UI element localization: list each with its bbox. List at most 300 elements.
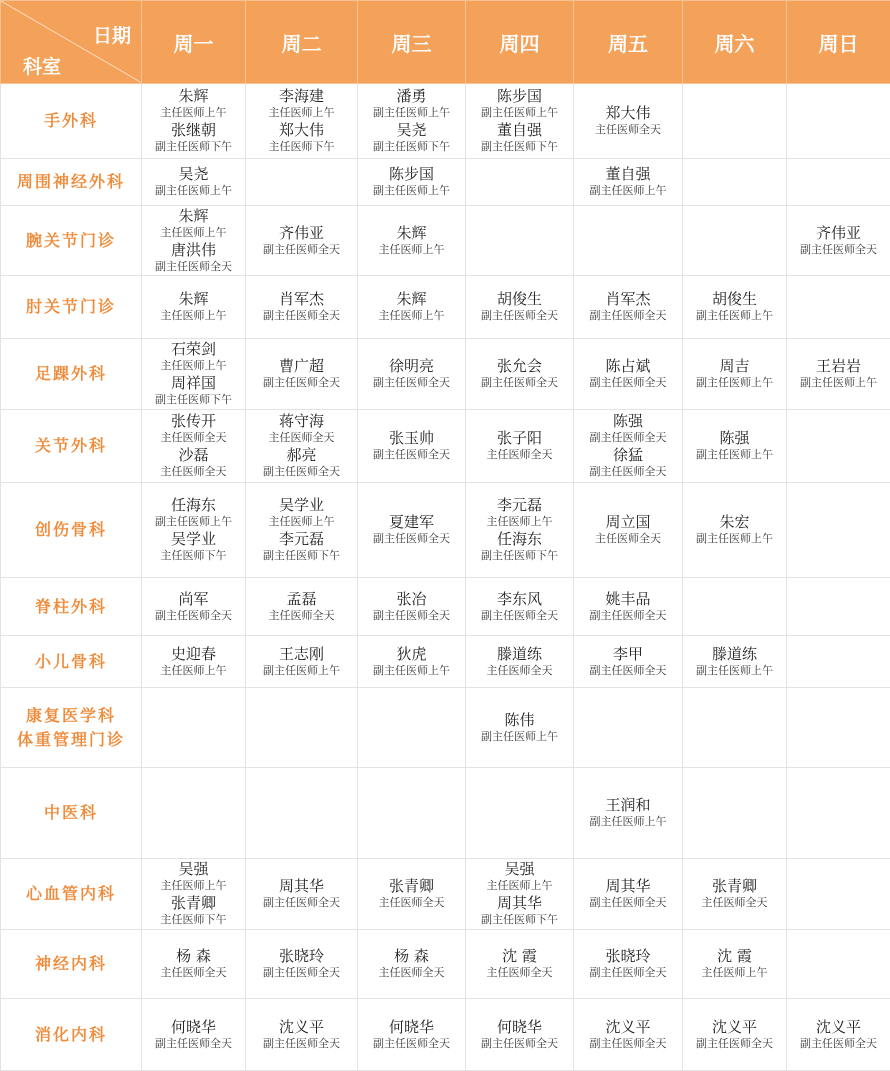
doctor-entry (683, 290, 786, 324)
doctor-entry (466, 290, 573, 324)
doctor-name: 张冶 (358, 591, 465, 608)
doctor-entry (142, 121, 245, 155)
department-name (1, 859, 142, 930)
schedule-cell (683, 636, 787, 688)
doctor-entry (574, 645, 682, 679)
doctor-entry (142, 894, 245, 928)
doctor-entry (142, 290, 245, 324)
doctor-name: 沈义平 (574, 1019, 682, 1036)
doctor-name: 朱辉 (142, 88, 245, 105)
doctor-entry (246, 496, 357, 530)
doctor-entry (142, 645, 245, 679)
doctor-title-shift: 副主任医师上午 (683, 665, 786, 678)
doctor-name: 齐伟亚 (787, 225, 890, 242)
department-label: 神经内科 (1, 952, 141, 976)
doctor-title-shift: 副主任医师全天 (358, 610, 465, 623)
doctor-title-shift: 副主任医师全天 (466, 610, 573, 623)
doctor-name: 沈义平 (683, 1019, 786, 1036)
schedule-cell (246, 578, 358, 636)
doctor-title-shift: 副主任医师全天 (142, 261, 245, 274)
doctor-name: 董自强 (466, 122, 573, 139)
doctor-entry (466, 590, 573, 624)
department-label: 关节外科 (1, 434, 141, 458)
schedule-cell (787, 159, 890, 206)
doctor-title-shift: 副主任医师上午 (246, 665, 357, 678)
doctor-entry (358, 513, 465, 547)
schedule-cell (358, 768, 466, 859)
doctor-entry (358, 357, 465, 391)
schedule-cell (246, 84, 358, 159)
doctor-name: 吴学业 (246, 497, 357, 514)
doctor-name: 李元磊 (466, 497, 573, 514)
doctor-name: 肖军杰 (574, 291, 682, 308)
schedule-cell (358, 859, 466, 930)
schedule-cell (787, 768, 890, 859)
doctor-entry (574, 796, 682, 830)
doctor-name: 董自强 (574, 166, 682, 183)
schedule-cell (787, 206, 890, 276)
doctor-entry (246, 290, 357, 324)
doctor-name: 王润和 (574, 797, 682, 814)
schedule-cell (246, 206, 358, 276)
schedule-cell (787, 636, 890, 688)
schedule-cell (358, 999, 466, 1071)
doctor-entry (574, 947, 682, 981)
department-row (1, 483, 890, 578)
doctor-title-shift: 副主任医师全天 (574, 610, 682, 623)
doctor-name: 朱辉 (142, 208, 245, 225)
doctor-name: 郑大伟 (246, 122, 357, 139)
department-label: 腕关节门诊 (1, 229, 141, 253)
doctor-entry (246, 1018, 357, 1052)
schedule-cell (574, 410, 683, 483)
schedule-cell (246, 410, 358, 483)
doctor-entry (246, 947, 357, 981)
department-label: 心血管内科 (1, 882, 141, 906)
schedule-cell (358, 339, 466, 410)
schedule-cell (683, 930, 787, 999)
department-label: 小儿骨科 (1, 650, 141, 674)
schedule-cell (574, 636, 683, 688)
doctor-name: 蒋守海 (246, 413, 357, 430)
doctor-name: 狄虎 (358, 646, 465, 663)
doctor-entry (246, 590, 357, 624)
schedule-cell (787, 859, 890, 930)
department-row (1, 578, 890, 636)
doctor-title-shift: 副主任医师全天 (787, 244, 890, 257)
doctor-title-shift: 副主任医师上午 (466, 731, 573, 744)
schedule-cell (787, 339, 890, 410)
doctor-name: 周立国 (574, 514, 682, 531)
department-row (1, 206, 890, 276)
department-row (1, 159, 890, 206)
doctor-title-shift: 主任医师上午 (142, 360, 245, 373)
doctor-name: 周其华 (574, 878, 682, 895)
department-label: 肘关节门诊 (1, 295, 141, 319)
doctor-entry (142, 241, 245, 275)
schedule-cell (787, 688, 890, 768)
doctor-title-shift: 主任医师全天 (142, 432, 245, 445)
doctor-title-shift: 副主任医师全天 (246, 967, 357, 980)
schedule-cell (683, 768, 787, 859)
doctor-name: 张玉帅 (358, 430, 465, 447)
doctor-entry (683, 357, 786, 391)
doctor-entry (142, 947, 245, 981)
doctor-entry (466, 121, 573, 155)
doctor-entry (246, 87, 357, 121)
schedule-cell (466, 999, 574, 1071)
doctor-title-shift: 主任医师全天 (358, 897, 465, 910)
doctor-title-shift: 副主任医师上午 (574, 185, 682, 198)
doctor-name: 陈强 (683, 430, 786, 447)
doctor-name: 任海东 (142, 497, 245, 514)
doctor-name: 齐伟亚 (246, 225, 357, 242)
schedule-cell (246, 930, 358, 999)
schedule-cell (246, 768, 358, 859)
schedule-cell (142, 483, 246, 578)
doctor-entry (683, 947, 786, 981)
doctor-title-shift: 副主任医师全天 (466, 377, 573, 390)
doctor-entry (466, 645, 573, 679)
doctor-entry (787, 357, 890, 391)
doctor-entry (574, 357, 682, 391)
header-row (1, 1, 890, 84)
schedule-cell (574, 999, 683, 1071)
doctor-name: 姚丰品 (574, 591, 682, 608)
department-label: 手外科 (1, 109, 141, 133)
schedule-cell (246, 999, 358, 1071)
doctor-name: 张晓玲 (574, 948, 682, 965)
doctor-title-shift: 副主任医师下午 (466, 914, 573, 927)
day-header: 周三 (358, 1, 466, 84)
schedule-cell (683, 410, 787, 483)
doctor-title-shift: 副主任医师全天 (574, 897, 682, 910)
schedule-cell (683, 276, 787, 339)
doctor-title-shift: 副主任医师全天 (466, 1038, 573, 1051)
doctor-entry (466, 711, 573, 745)
doctor-name: 沈义平 (246, 1019, 357, 1036)
department-name (1, 206, 142, 276)
doctor-title-shift: 主任医师下午 (246, 141, 357, 154)
doctor-entry (358, 165, 465, 199)
doctor-entry (358, 429, 465, 463)
doctor-name: 王岩岩 (787, 358, 890, 375)
doctor-title-shift: 副主任医师全天 (574, 1038, 682, 1051)
doctor-entry (142, 87, 245, 121)
schedule-cell (574, 768, 683, 859)
doctor-entry (358, 645, 465, 679)
doctor-title-shift: 副主任医师上午 (142, 516, 245, 529)
doctor-name: 沈 霞 (683, 948, 786, 965)
date-label: 日期 (93, 21, 131, 48)
doctor-title-shift: 主任医师上午 (683, 967, 786, 980)
doctor-name: 郑大伟 (574, 105, 682, 122)
schedule-cell (142, 768, 246, 859)
doctor-entry (246, 224, 357, 258)
doctor-title-shift: 主任医师全天 (358, 967, 465, 980)
day-header: 周日 (787, 1, 890, 84)
doctor-entry (142, 412, 245, 446)
doctor-entry (358, 947, 465, 981)
department-row (1, 859, 890, 930)
doctor-title-shift: 副主任医师全天 (246, 377, 357, 390)
doctor-name: 郝亮 (246, 447, 357, 464)
doctor-entry (142, 374, 245, 408)
department-name (1, 930, 142, 999)
doctor-entry (246, 530, 357, 564)
doctor-entry (142, 530, 245, 564)
doctor-title-shift: 主任医师下午 (142, 914, 245, 927)
schedule-cell (683, 84, 787, 159)
doctor-title-shift: 副主任医师上午 (358, 185, 465, 198)
doctor-title-shift: 副主任医师上午 (683, 449, 786, 462)
schedule-cell (466, 84, 574, 159)
doctor-name: 沙磊 (142, 447, 245, 464)
doctor-name: 孟磊 (246, 591, 357, 608)
doctor-title-shift: 副主任医师下午 (142, 141, 245, 154)
schedule-cell (142, 410, 246, 483)
doctor-name: 陈步国 (358, 166, 465, 183)
doctor-entry (246, 645, 357, 679)
doctor-title-shift: 副主任医师全天 (142, 1038, 245, 1051)
doctor-title-shift: 副主任医师全天 (574, 432, 682, 445)
doctor-title-shift: 副主任医师全天 (246, 310, 357, 323)
doctor-title-shift: 副主任医师下午 (466, 550, 573, 563)
doctor-name: 李甲 (574, 646, 682, 663)
department-name (1, 636, 142, 688)
department-row (1, 339, 890, 410)
schedule-cell (574, 159, 683, 206)
doctor-entry (683, 513, 786, 547)
doctor-entry (466, 947, 573, 981)
doctor-title-shift: 副主任医师上午 (466, 107, 573, 120)
doctor-name: 周其华 (246, 878, 357, 895)
schedule-cell (358, 206, 466, 276)
doctor-name: 何晓华 (466, 1019, 573, 1036)
doctor-entry (683, 429, 786, 463)
schedule-cell (142, 84, 246, 159)
doctor-entry (358, 1018, 465, 1052)
doctor-title-shift: 副主任医师全天 (358, 533, 465, 546)
schedule-cell (787, 483, 890, 578)
schedule-cell (574, 859, 683, 930)
doctor-title-shift: 副主任医师全天 (574, 310, 682, 323)
department-label: 康复医学科 (1, 704, 141, 728)
doctor-entry (574, 165, 682, 199)
doctor-name: 张继朝 (142, 122, 245, 139)
department-label: 足踝外科 (1, 362, 141, 386)
doctor-title-shift: 主任医师上午 (142, 107, 245, 120)
schedule-cell (574, 206, 683, 276)
schedule-cell (466, 276, 574, 339)
doctor-entry (574, 290, 682, 324)
doctor-title-shift: 主任医师全天 (142, 466, 245, 479)
corner-header-cell (1, 1, 142, 84)
doctor-title-shift: 主任医师上午 (142, 227, 245, 240)
department-row (1, 930, 890, 999)
department-name (1, 276, 142, 339)
doctor-name: 徐明亮 (358, 358, 465, 375)
department-label: 中医科 (1, 801, 141, 825)
doctor-title-shift: 副主任医师上午 (358, 107, 465, 120)
doctor-name: 吴尧 (358, 122, 465, 139)
doctor-entry (246, 357, 357, 391)
doctor-name: 吴强 (142, 861, 245, 878)
doctor-name: 陈伟 (466, 712, 573, 729)
doctor-title-shift: 副主任医师全天 (142, 610, 245, 623)
doctor-name: 周祥国 (142, 375, 245, 392)
doctor-entry (358, 121, 465, 155)
doctor-entry (246, 877, 357, 911)
department-label: 脊柱外科 (1, 595, 141, 619)
doctor-title-shift: 主任医师全天 (574, 124, 682, 137)
doctor-entry (574, 590, 682, 624)
department-row (1, 410, 890, 483)
schedule-cell (358, 410, 466, 483)
doctor-title-shift: 副主任医师全天 (574, 665, 682, 678)
doctor-name: 陈占斌 (574, 358, 682, 375)
schedule-cell (683, 859, 787, 930)
doctor-entry (787, 224, 890, 258)
doctor-name: 吴学业 (142, 531, 245, 548)
doctor-name: 徐猛 (574, 447, 682, 464)
doctor-entry (246, 412, 357, 446)
department-name (1, 410, 142, 483)
doctor-title-shift: 副主任医师上午 (142, 185, 245, 198)
schedule-cell (142, 636, 246, 688)
department-label: 周围神经外科 (1, 170, 141, 194)
schedule-cell (358, 159, 466, 206)
schedule-cell (787, 276, 890, 339)
doctor-title-shift: 主任医师上午 (246, 516, 357, 529)
schedule-cell (246, 483, 358, 578)
day-header: 周五 (574, 1, 683, 84)
doctor-title-shift: 主任医师全天 (683, 897, 786, 910)
doctor-name: 陈步国 (466, 88, 573, 105)
doctor-entry (683, 877, 786, 911)
schedule-cell (574, 688, 683, 768)
doctor-title-shift: 主任医师全天 (246, 610, 357, 623)
department-row (1, 276, 890, 339)
doctor-name: 张青卿 (683, 878, 786, 895)
doctor-title-shift: 主任医师上午 (142, 880, 245, 893)
day-header: 周二 (246, 1, 358, 84)
doctor-entry (142, 1018, 245, 1052)
doctor-entry (787, 1018, 890, 1052)
schedule-cell (466, 930, 574, 999)
schedule-cell (466, 688, 574, 768)
doctor-name: 吴强 (466, 861, 573, 878)
doctor-name: 张传开 (142, 413, 245, 430)
schedule-cell (574, 339, 683, 410)
doctor-name: 何晓华 (142, 1019, 245, 1036)
doctor-name: 朱辉 (358, 291, 465, 308)
doctor-title-shift: 副主任医师全天 (574, 466, 682, 479)
doctor-name: 任海东 (466, 531, 573, 548)
schedule-cell (358, 688, 466, 768)
schedule-cell (574, 84, 683, 159)
doctor-entry (574, 877, 682, 911)
schedule-cell (358, 578, 466, 636)
schedule-body (1, 84, 890, 1071)
doctor-title-shift: 主任医师全天 (142, 967, 245, 980)
schedule-cell (683, 578, 787, 636)
schedule-cell (574, 578, 683, 636)
doctor-entry (358, 87, 465, 121)
schedule-cell (683, 688, 787, 768)
doctor-title-shift: 主任医师上午 (246, 107, 357, 120)
doctor-title-shift: 副主任医师上午 (358, 665, 465, 678)
doctor-title-shift: 主任医师上午 (358, 310, 465, 323)
doctor-title-shift: 主任医师上午 (142, 310, 245, 323)
doctor-title-shift: 主任医师全天 (466, 665, 573, 678)
doctor-title-shift: 副主任医师上午 (683, 310, 786, 323)
doctor-entry (246, 121, 357, 155)
doctor-name: 何晓华 (358, 1019, 465, 1036)
department-name (1, 578, 142, 636)
doctor-name: 陈强 (574, 413, 682, 430)
doctor-name: 杨 森 (142, 948, 245, 965)
doctor-name: 张青卿 (142, 895, 245, 912)
department-row (1, 768, 890, 859)
schedule-cell (142, 930, 246, 999)
doctor-entry (466, 530, 573, 564)
doctor-entry (358, 224, 465, 258)
doctor-title-shift: 主任医师上午 (358, 244, 465, 257)
schedule-cell (358, 930, 466, 999)
doctor-name: 杨 森 (358, 948, 465, 965)
doctor-title-shift: 副主任医师全天 (574, 967, 682, 980)
doctor-title-shift: 主任医师上午 (466, 880, 573, 893)
doctor-name: 朱宏 (683, 514, 786, 531)
doctor-title-shift: 副主任医师下午 (358, 141, 465, 154)
doctor-name: 肖军杰 (246, 291, 357, 308)
schedule-cell (142, 206, 246, 276)
doctor-entry (142, 165, 245, 199)
doctor-title-shift: 主任医师上午 (142, 665, 245, 678)
doctor-entry (358, 290, 465, 324)
schedule-cell (683, 206, 787, 276)
doctor-name: 周吉 (683, 358, 786, 375)
doctor-title-shift: 副主任医师上午 (787, 377, 890, 390)
doctor-title-shift: 副主任医师全天 (683, 1038, 786, 1051)
schedule-cell (574, 276, 683, 339)
department-row (1, 999, 890, 1071)
doctor-name: 李元磊 (246, 531, 357, 548)
doctor-title-shift: 副主任医师全天 (358, 449, 465, 462)
department-name (1, 768, 142, 859)
schedule-cell (142, 688, 246, 768)
doctor-name: 张允会 (466, 358, 573, 375)
schedule-cell (683, 339, 787, 410)
schedule-cell (358, 483, 466, 578)
doctor-title-shift: 主任医师全天 (246, 432, 357, 445)
doctor-name: 周其华 (466, 895, 573, 912)
department-name (1, 159, 142, 206)
day-header: 周一 (142, 1, 246, 84)
schedule-cell (787, 930, 890, 999)
doctor-entry (466, 860, 573, 894)
schedule-cell (574, 483, 683, 578)
doctor-entry (142, 590, 245, 624)
schedule-cell (466, 578, 574, 636)
schedule-cell (683, 483, 787, 578)
doctor-title-shift: 副主任医师全天 (246, 244, 357, 257)
schedule-cell (466, 159, 574, 206)
department-name (1, 339, 142, 410)
doctor-entry (466, 894, 573, 928)
doctor-title-shift: 主任医师上午 (466, 516, 573, 529)
